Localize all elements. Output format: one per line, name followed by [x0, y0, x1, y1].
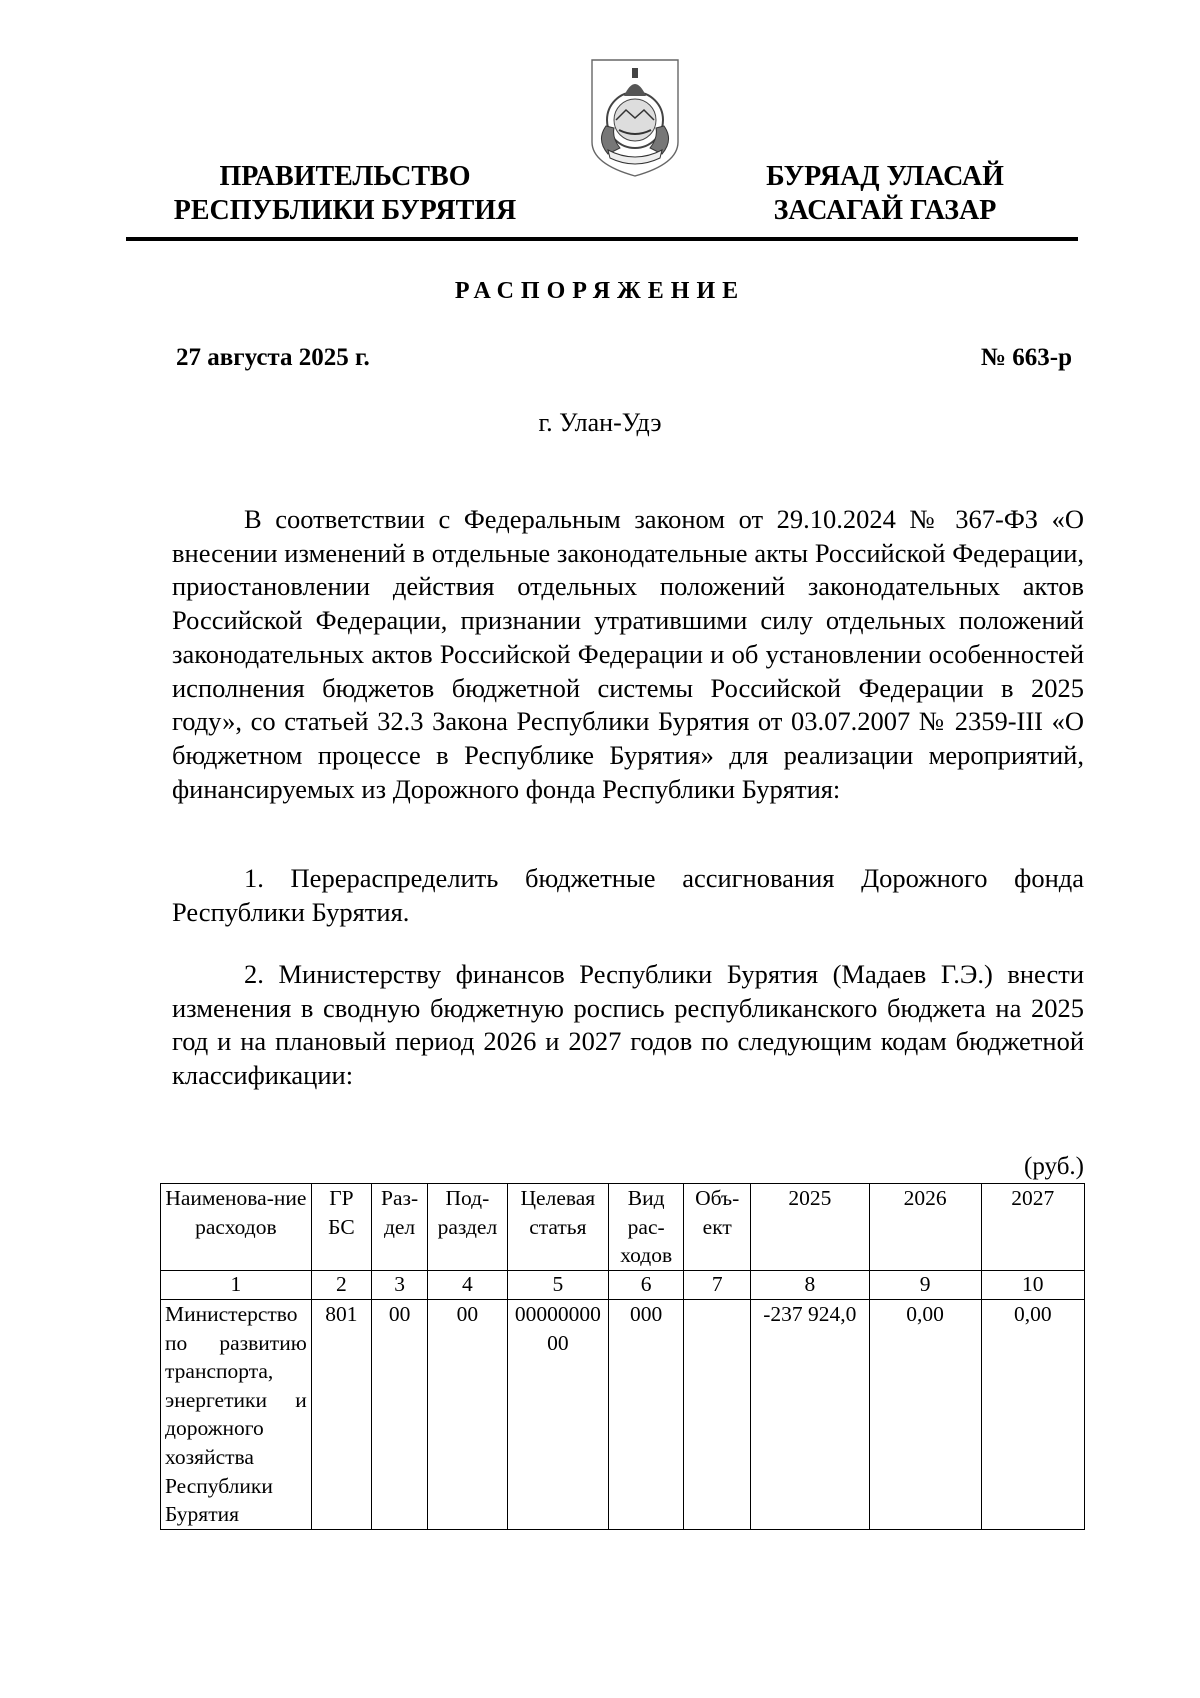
- index-cell: 10: [981, 1271, 1084, 1300]
- item-1-paragraph: 1. Перераспределить бюджетные ассигнования Дорожного фонда Республики Бурятия.: [172, 863, 1084, 927]
- header-cell-name: Наименова-ние расходов: [161, 1184, 312, 1271]
- government-name-russian: [160, 160, 530, 228]
- currency-unit-label: (руб.): [1024, 1153, 1084, 1180]
- index-cell: 1: [161, 1271, 312, 1300]
- index-cell: 6: [608, 1271, 683, 1300]
- budget-table: [160, 1183, 1085, 1530]
- row-target-cell: 0000000000: [507, 1300, 608, 1530]
- row-2025-cell: -237 924,0: [751, 1300, 869, 1530]
- header-cell-subsection: Под-раздел: [428, 1184, 508, 1271]
- header-cell-2027: 2027: [981, 1184, 1084, 1271]
- table-row: [161, 1300, 1085, 1530]
- index-cell: 5: [507, 1271, 608, 1300]
- coat-of-arms-icon: [586, 56, 684, 180]
- row-expense-type-cell: 000: [608, 1300, 683, 1530]
- preamble-paragraph: В соответствии с Федеральным законом от 29.10.2024 № 367-ФЗ «О внесении изменений в отдельные законодательные акты Российской Федерации, приостановлении действия отдельных положений законодательных актов Российской Федерации, признании утратившими силу отдельных положений законодательных актов Российской Федерации и об установлении особенностей исполнения бюджетов бюджетной системы Российской Федерации в 2025 году», со статьей 32.3 Закона Республики Бурятия от 03.07.2007 № 2359-III «О бюджетном процессе в Республике Бурятия» для реализации мероприятий, финансируемых из Дорожного фонда Республики Бурятия:: [172, 504, 1084, 804]
- header-cell-2026: 2026: [869, 1184, 981, 1271]
- row-section-cell: 00: [372, 1300, 428, 1530]
- header-cell-expense-type: Вид рас-ходов: [608, 1184, 683, 1271]
- row-object-cell: [684, 1300, 751, 1530]
- index-cell: 7: [684, 1271, 751, 1300]
- index-cell: 8: [751, 1271, 869, 1300]
- header-divider: [126, 237, 1078, 241]
- government-name-line-1: ПРАВИТЕЛЬСТВО: [219, 161, 471, 192]
- header-cell-2025: 2025: [751, 1184, 869, 1271]
- row-grbs-cell: 801: [311, 1300, 371, 1530]
- index-cell: 9: [869, 1271, 981, 1300]
- government-name-buryat-line-2: ЗАСАГАЙ ГАЗАР: [773, 195, 997, 226]
- document-number: № 663-р: [980, 344, 1072, 371]
- row-2026-cell: 0,00: [869, 1300, 981, 1530]
- document-type-title: РАСПОРЯЖЕНИЕ: [454, 278, 746, 304]
- government-name-buryat: [740, 160, 1030, 228]
- row-subsection-cell: 00: [428, 1300, 508, 1530]
- header-cell-object: Объ-ект: [684, 1184, 751, 1271]
- table-header-row: [161, 1184, 1085, 1271]
- row-2027-cell: 0,00: [981, 1300, 1084, 1530]
- header-cell-target: Целевая статья: [507, 1184, 608, 1271]
- index-cell: 3: [372, 1271, 428, 1300]
- item-2-paragraph: 2. Министерству финансов Республики Бурятия (Мадаев Г.Э.) внести изменения в сводную бюджетную роспись республиканского бюджета на 2025 год и на плановый период 2026 и 2027 годов по следующим кодам бюджетной классификации:: [172, 959, 1084, 1091]
- government-name-buryat-line-1: БУРЯАД УЛАСАЙ: [766, 161, 1004, 192]
- document-date: 27 августа 2025 г.: [176, 344, 370, 371]
- index-cell: 2: [311, 1271, 371, 1300]
- header-cell-section: Раз-дел: [372, 1184, 428, 1271]
- table-index-row: [161, 1271, 1085, 1300]
- header-cell-grbs: ГР БС: [311, 1184, 371, 1271]
- document-city: г. Улан-Удэ: [538, 408, 662, 437]
- index-cell: 4: [428, 1271, 508, 1300]
- row-name-cell: Министерство по развитию транспорта, энергетики и дорожного хозяйства Республики Бурятия: [161, 1300, 312, 1530]
- government-name-line-2: РЕСПУБЛИКИ БУРЯТИЯ: [173, 195, 517, 226]
